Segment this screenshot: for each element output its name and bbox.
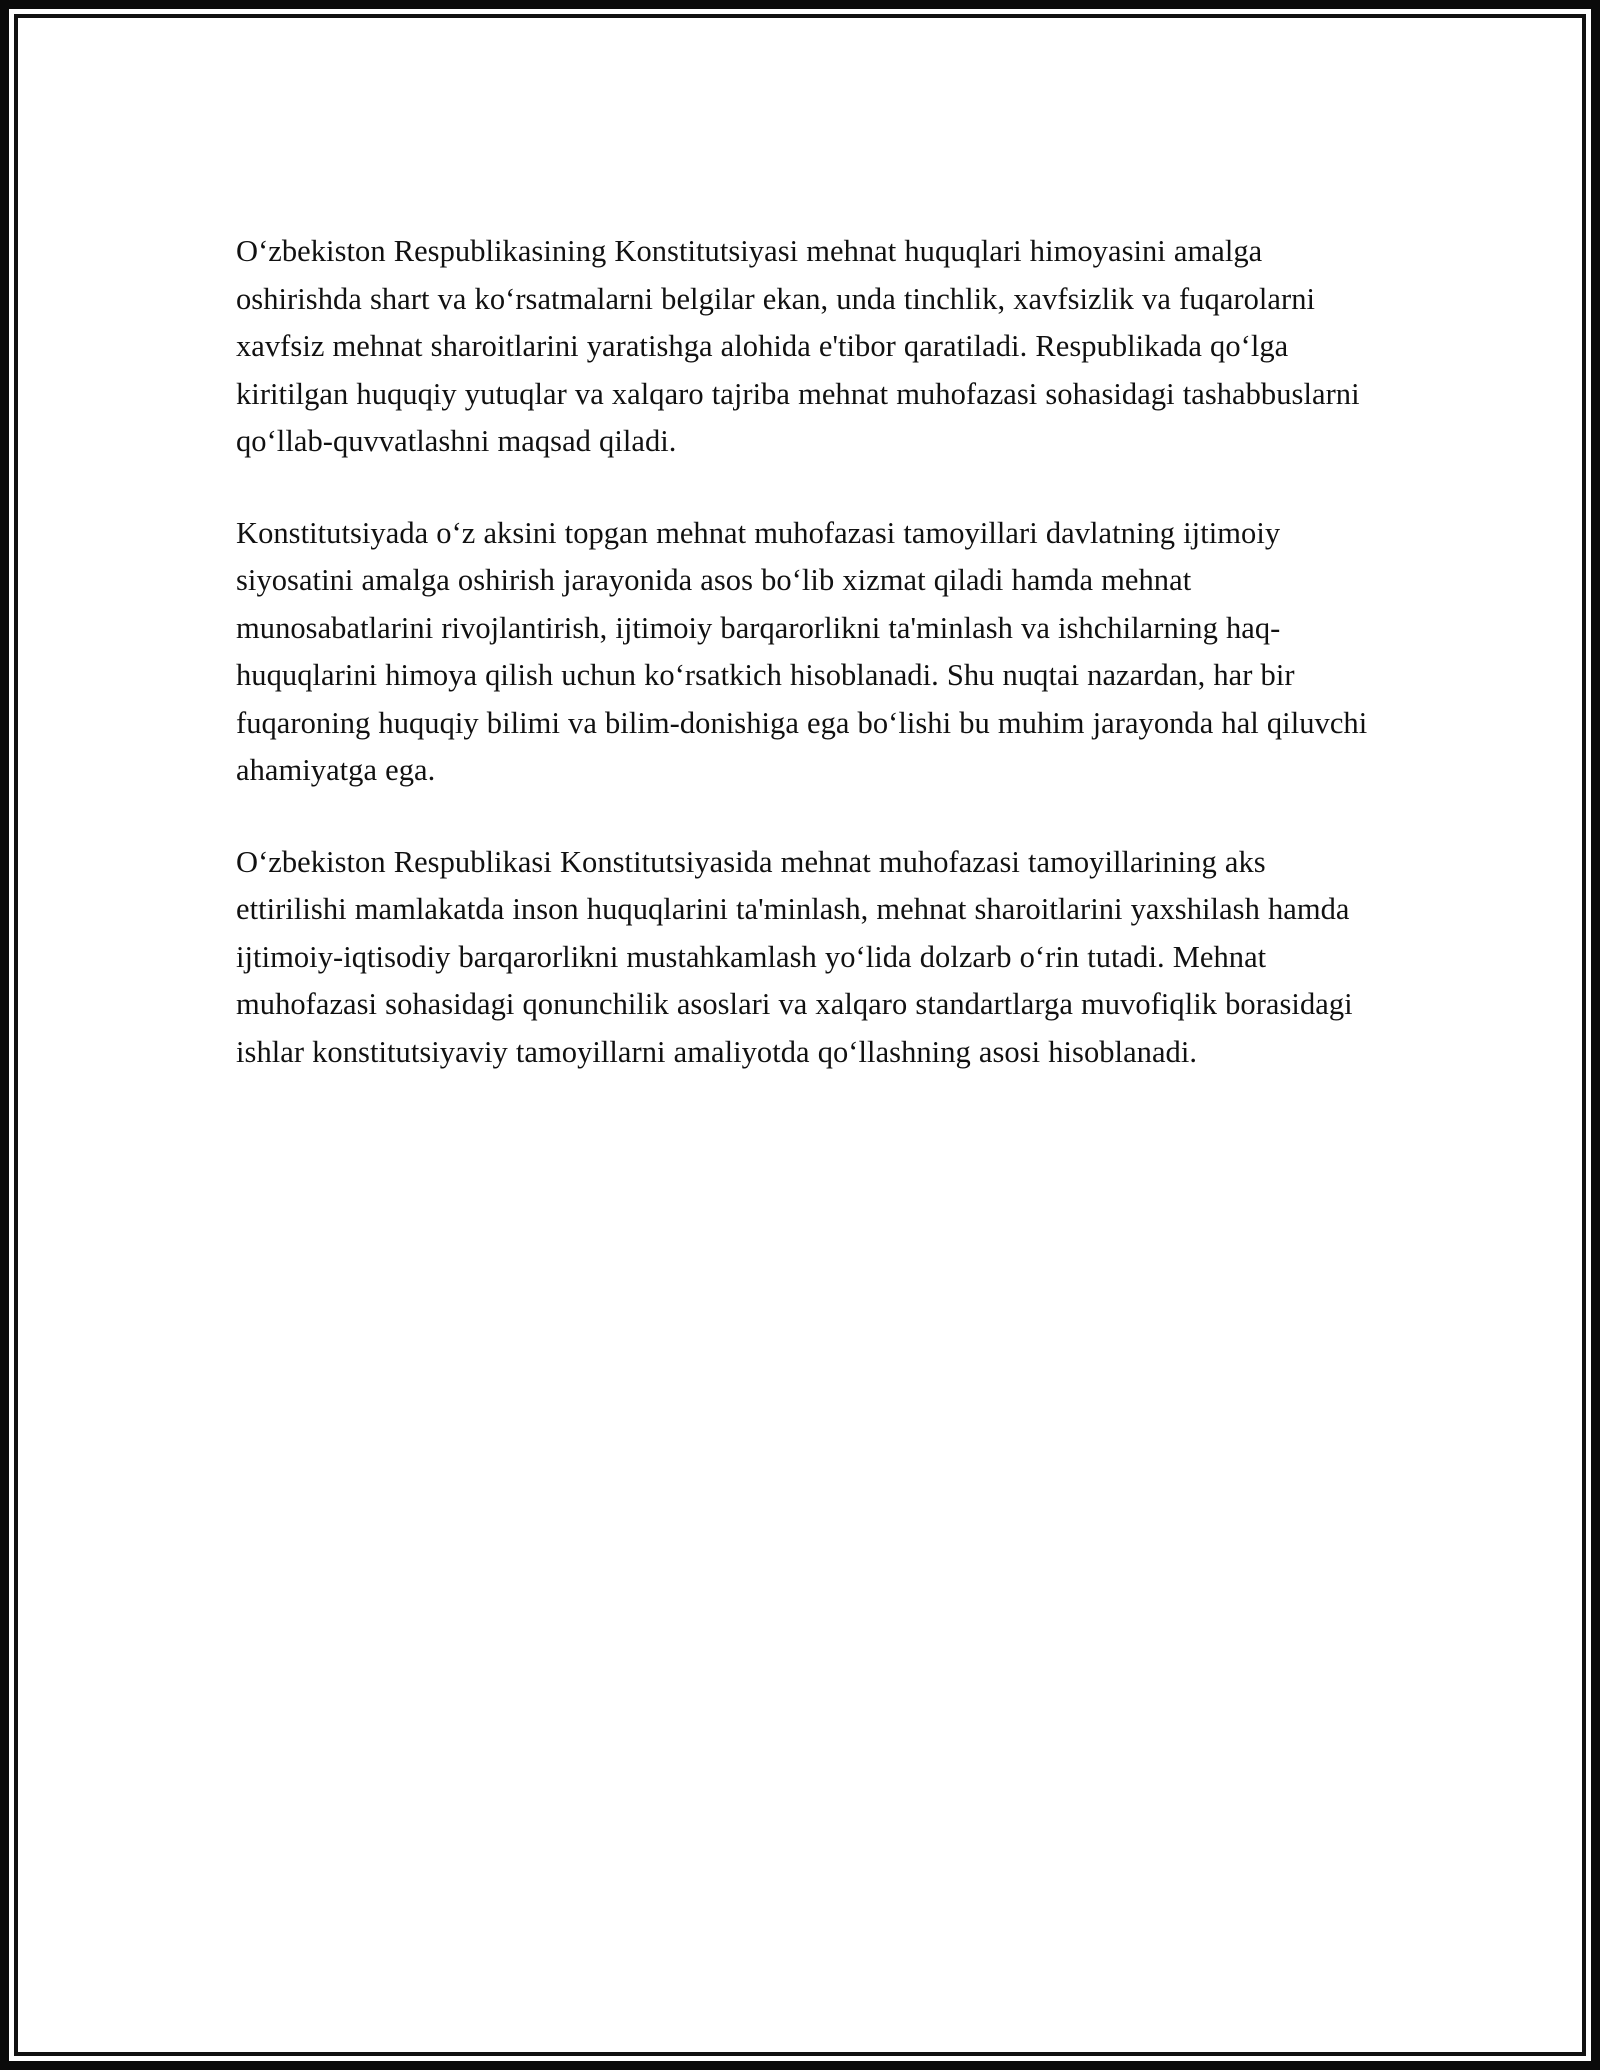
paragraph-2: Konstitutsiyada o‘z aksini topgan mehnat muhofazasi tamoyillari davlatning ijtimoiy siyosatini amalga oshirish jarayonida asos bo‘lib xizmat qiladi hamda mehnat munosabatlarini rivojlantirish, ijtimoiy barqarorlikni ta'minlash va ishchilarning haq-huquqlarini himoya qilish uchun ko‘rsatkich hisoblanadi. Shu nuqtai nazardan, har bir fuqaroning huquqiy bilimi va bilim-donishiga ega bo‘lishi bu muhim jarayonda hal qiluvchi ahamiyatga ega. (236, 515, 1368, 787)
paragraph-3: O‘zbekiston Respublikasi Konstitutsiyasida mehnat muhofazasi tamoyillarining aks ettirilishi mamlakatda inson huquqlarini ta'minlash, mehnat sharoitlarini yaxshilash hamda ijtimoiy-iqtisodiy barqarorlikni mustahkamlash yo‘lida dolzarb o‘rin tutadi. Mehnat muhofazasi sohasidagi qonunchilik asoslari va xalqaro standartlarga muvofiqlik borasidagi ishlar konstitutsiyaviy tamoyillarni amaliyotda qo‘llashning asosi hisoblanadi. (236, 844, 1353, 1069)
document-page (18, 18, 1582, 2052)
paragraph-1: O‘zbekiston Respublikasining Konstitutsiyasi mehnat huquqlari himoyasini amalga oshirishda shart va ko‘rsatmalarni belgilar ekan, unda tinchlik, xavfsizlik va fuqarolarni xavfsiz mehnat sharoitlarini yaratishga alohida e'tibor qaratiladi. Respublikada qo‘lga kiritilgan huquqiy yutuqlar va xalqaro tajriba mehnat muhofazasi sohasidagi tashabbuslarni qo‘llab-quvvatlashni maqsad qiladi. (236, 234, 1360, 458)
document-text-body (236, 228, 1376, 1076)
